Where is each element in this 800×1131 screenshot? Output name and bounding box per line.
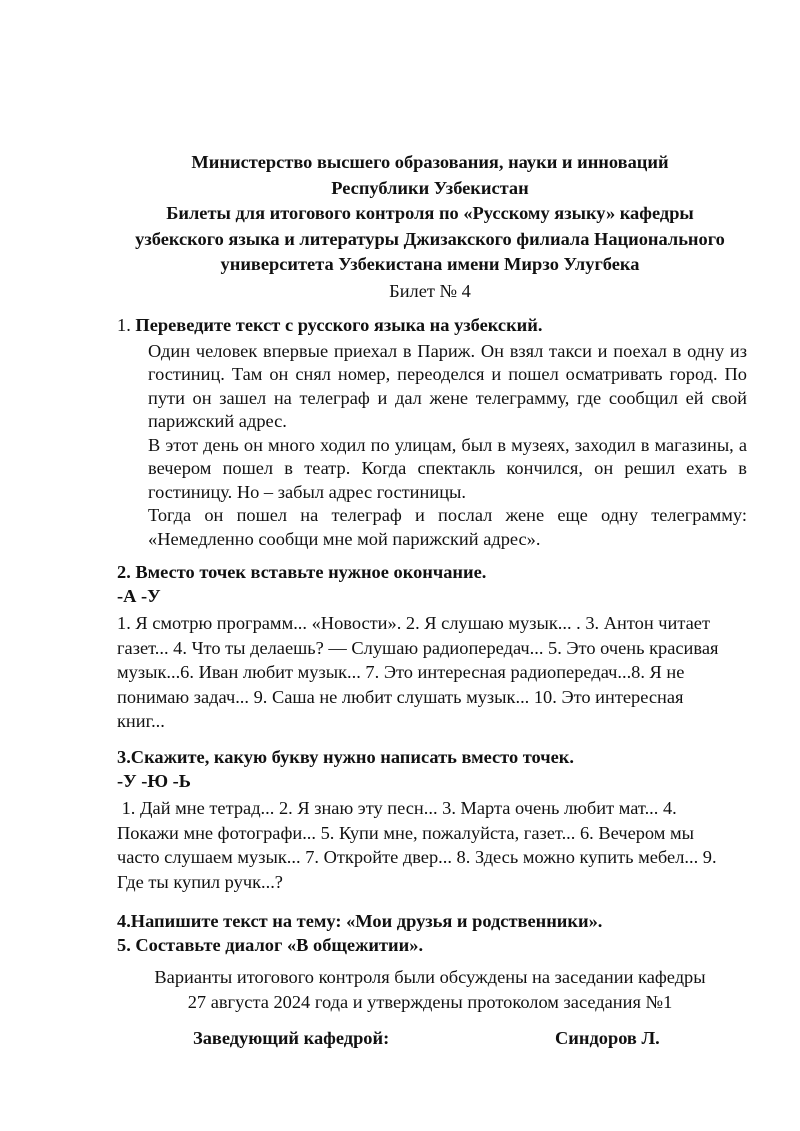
question-1-paragraph: В этот день он много ходил по улицам, был в музеях, заходил в магазины, а вечером пошел в театр. Когда спектакль кончился, он решил ехать в гостиницу. Но – забыл адрес гостиницы. [148,434,747,502]
question-5: 5. Составьте диалог «В общежитии». [117,935,424,955]
approval-note-line-1: Варианты итогового контроля были обсуждены на заседании кафедры [154,967,706,987]
exercise-line: Покажи мне фотографи... 5. Купи мне, пожалуйста, газет... 6. Вечером мы [117,822,695,843]
question-1 [117,314,747,551]
signature-role: Заведующий кафедрой: [193,1028,390,1048]
question-3-title: 3.Скажите, какую букву нужно написать вместо точек. [117,747,574,767]
exercise-line: часто слушаем музык... 7. Откройте двер... 8. Здесь можно купить мебел... 9. [117,847,717,867]
signature-name: Синдоров Л. [555,1028,660,1048]
header-line-republic: Республики Узбекистан [331,177,529,198]
question-1-paragraph: Тогда он пошел на телеграф и послал жене еще одну телеграмму: «Немедленно сообщи мне мой парижский адрес». [148,505,747,549]
exercise-line: Где ты купил ручк...? [117,871,283,892]
exercise-line: музык...6. Иван любит музык... 7. Это интересная радиопередач...8. Я не [117,662,685,682]
header-line-title-3: университета Узбекистана имени Мирзо Улугбека [220,254,640,274]
approval-note-line-2: 27 августа 2024 года и утверждены протоколом заседания №1 [187,992,673,1012]
question-2-letters: -А -У [117,586,161,606]
document-header [60,150,800,304]
exercise-line: понимаю задач... 9. Саша не любит слушать музык... 10. Это интересная [117,686,684,707]
ticket-number: Билет № 4 [389,280,471,301]
question-4: 4.Напишите текст на тему: «Мои друзья и родственники». [117,911,603,931]
exercise-line: газет... 4. Что ты делаешь? — Слушаю радиопередач... 5. Это очень красивая [117,637,719,658]
exercise-line: книг... [117,711,165,731]
question-3-letters: -У -Ю -Ь [117,771,191,791]
question-1-paragraph: Один человек впервые приехал в Париж. Он взял такси и поехал в одну из гостиниц. Там он снял номер, переоделся и пошел осматривать город. По пути он зашел на телеграф и дал жене телеграмму, где сообщил ей свой парижский адрес. [148,340,747,431]
header-line-ministry: Министерство высшего образования, науки и инноваций [191,152,669,172]
exercise-line: 1. Дай мне тетрад... 2. Я знаю эту песн... 3. Марта очень любит мат... 4. [117,798,677,818]
exercise-line: 1. Я смотрю программ... «Новости». 2. Я слушаю музык... . 3. Антон читает [117,613,710,633]
question-2-exercise [117,611,747,734]
question-1-title: Переведите текст с русского языка на узбекский. [135,315,543,335]
header-line-title-1: Билеты для итогового контроля по «Русскому языку» кафедры [166,203,694,223]
question-1-heading [117,314,747,338]
questions-4-5 [117,909,757,957]
question-2-title: 2. Вместо точек вставьте нужное окончание. [117,562,487,582]
header-line-title-2: узбекского языка и литературы Джизакского филиала Национального [135,228,725,249]
question-3-exercise [117,796,747,894]
approval-note [60,965,800,1015]
question-1-number: 1. [117,315,131,335]
question-3 [117,745,747,894]
question-2 [117,560,747,734]
